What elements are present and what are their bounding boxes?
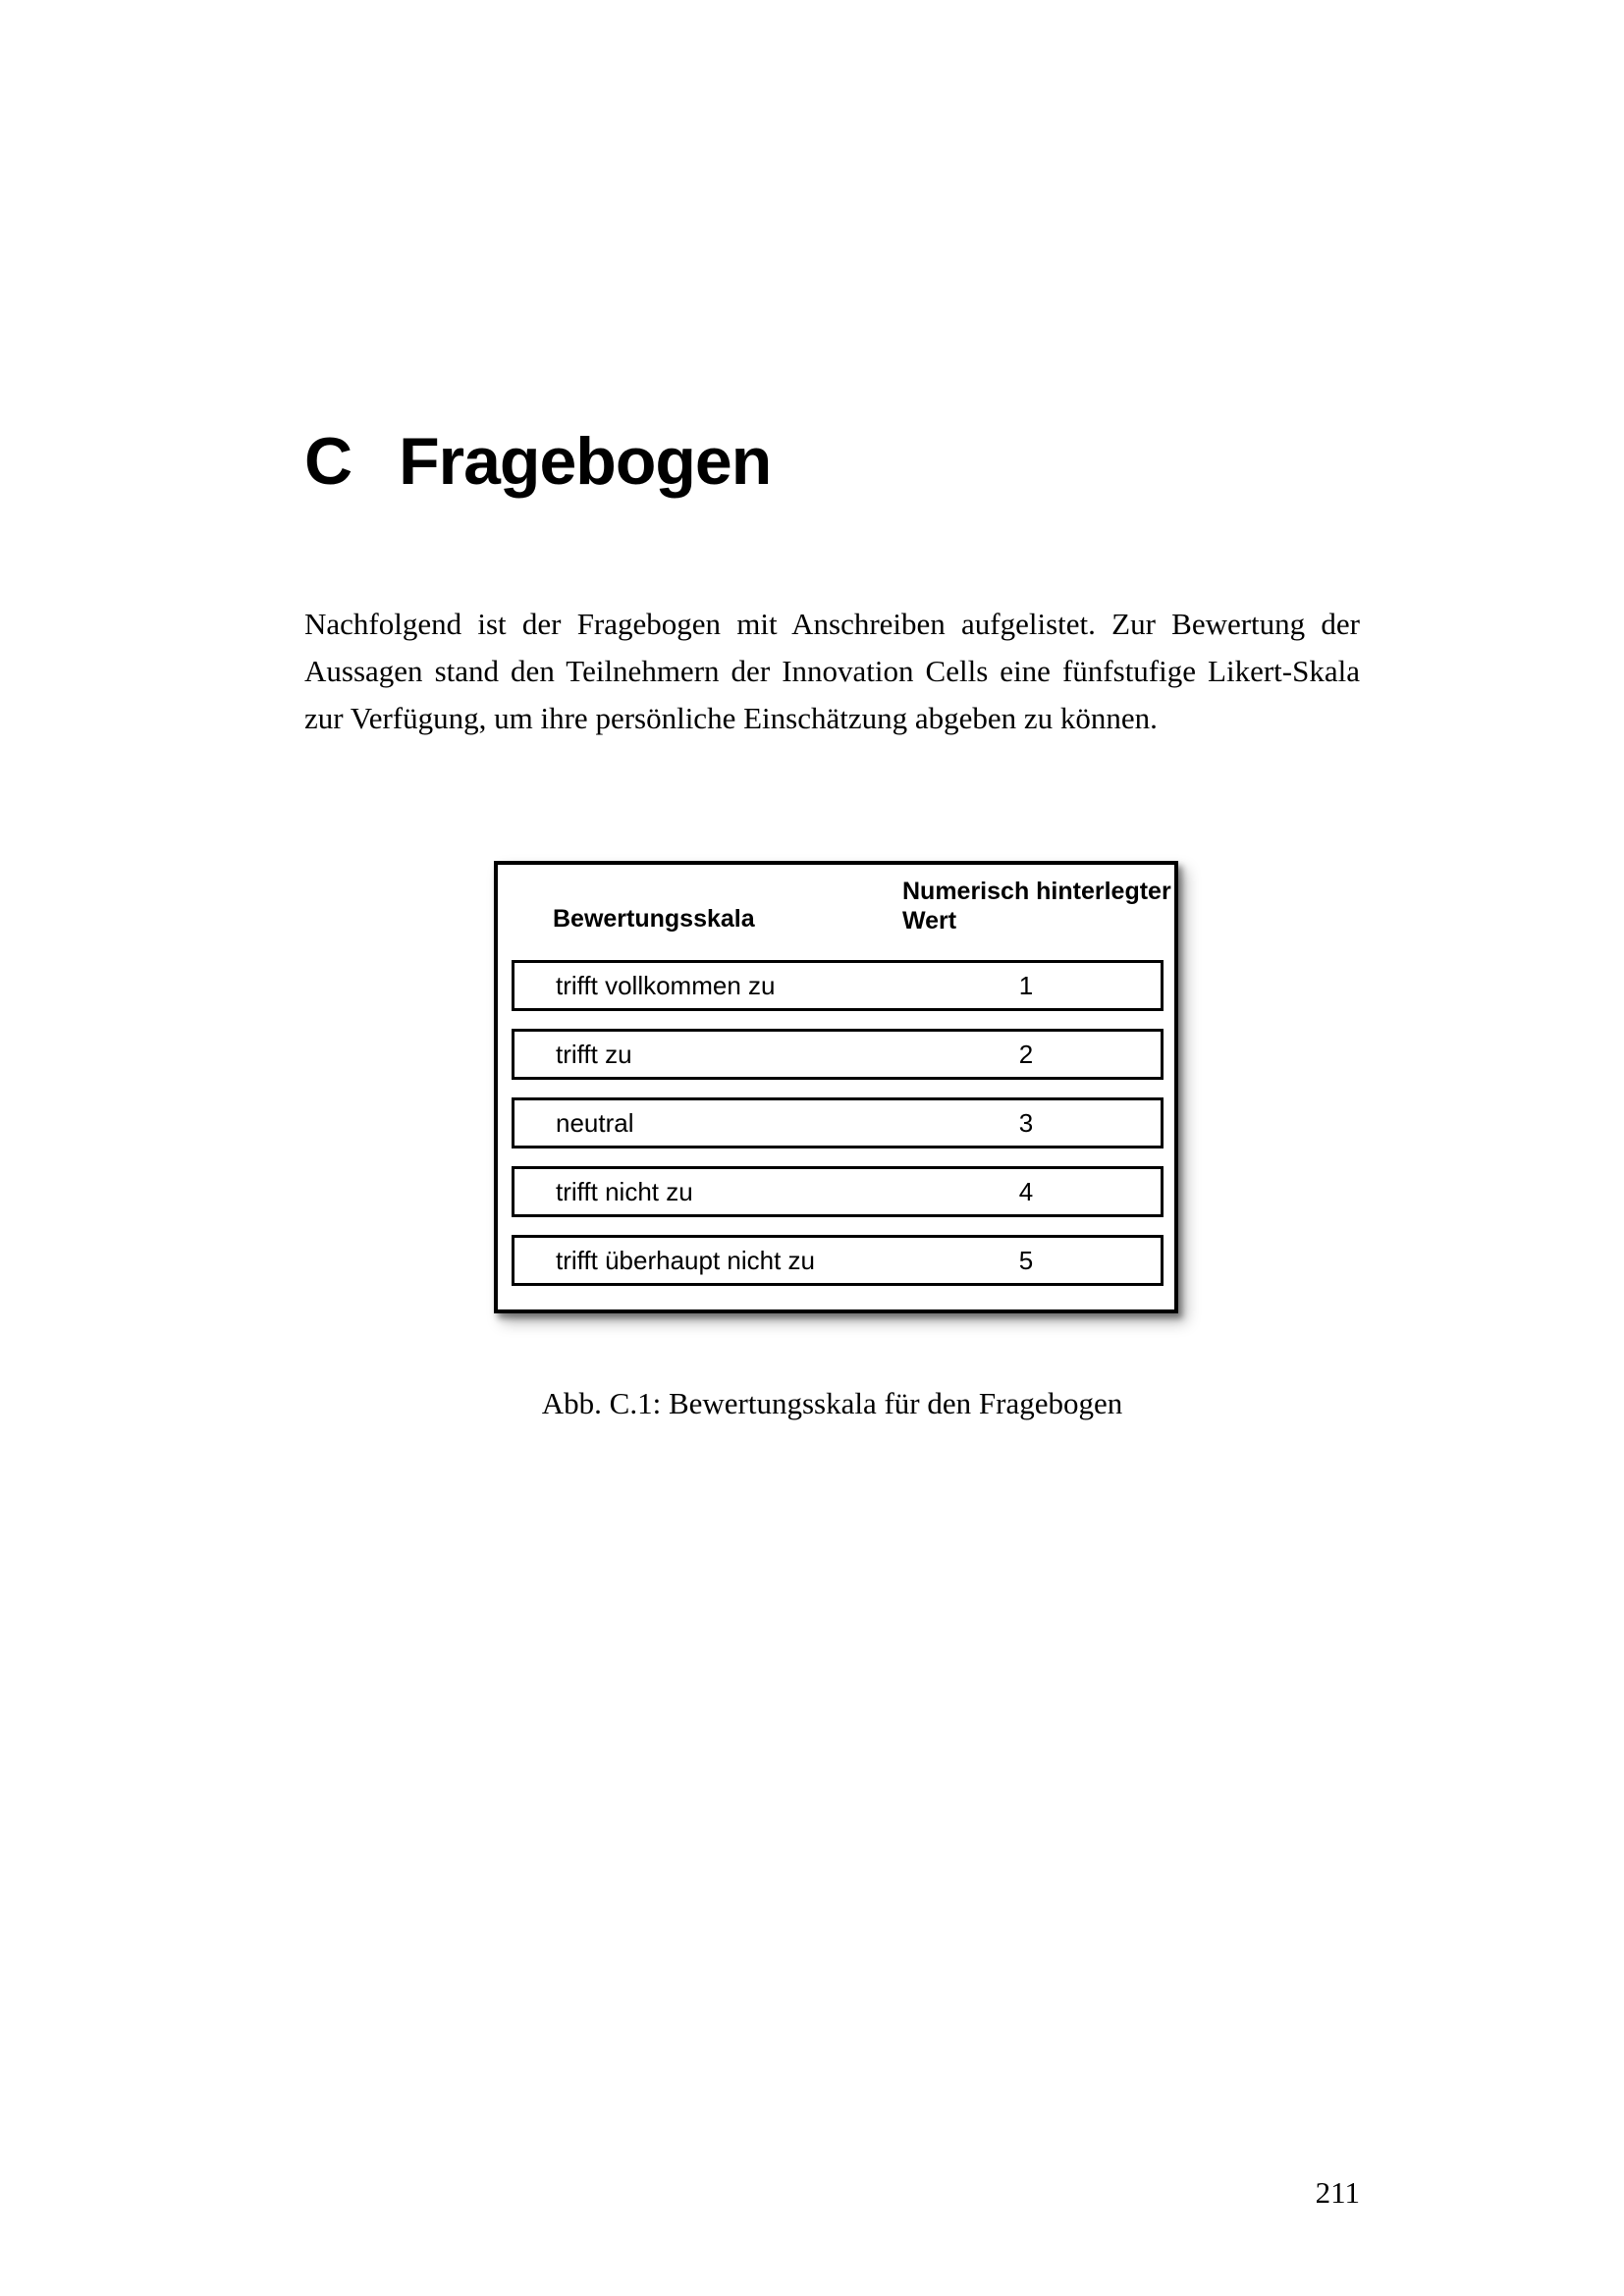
scale-row-label: trifft nicht zu bbox=[556, 1177, 693, 1206]
scale-row bbox=[512, 1029, 1164, 1080]
scale-row-label: trifft zu bbox=[556, 1040, 632, 1069]
chapter-heading bbox=[304, 424, 772, 499]
scale-row-value: 1 bbox=[1018, 970, 1034, 1000]
rating-scale-figure bbox=[494, 861, 1178, 1313]
scale-row-label: trifft vollkommen zu bbox=[556, 971, 776, 1000]
scale-row bbox=[512, 1235, 1164, 1286]
scale-row-value: 3 bbox=[1018, 1107, 1034, 1138]
scale-row-value: 5 bbox=[1018, 1245, 1034, 1275]
column-header-scale: Bewertungsskala bbox=[553, 905, 755, 933]
page-number: 211 bbox=[1315, 2175, 1360, 2210]
scale-row-value: 4 bbox=[1018, 1176, 1034, 1206]
scale-row-label: trifft überhaupt nicht zu bbox=[556, 1246, 816, 1275]
scale-row-label: neutral bbox=[556, 1108, 634, 1138]
body-paragraph: Nachfolgend ist der Fragebogen mit Anschreiben aufgelistet. Zur Bewertung der Aussagen stand den Teilnehmern der Innovation Cells eine fünfstufige Likert-Skala zur Verfügung, um ihre persönliche Einschätzung abgeben zu können. bbox=[304, 607, 1360, 735]
chapter-title: Fragebogen bbox=[399, 424, 772, 499]
scale-row bbox=[512, 1166, 1164, 1217]
figure-caption: Abb. C.1: Bewertungsskala für den Fragebogen bbox=[541, 1386, 1123, 1420]
chapter-number: C bbox=[304, 424, 352, 499]
column-header-value: Numerisch hinterlegter Wert bbox=[902, 878, 1171, 934]
scale-row bbox=[512, 1097, 1164, 1148]
scale-row bbox=[512, 960, 1164, 1011]
scale-row-value: 2 bbox=[1018, 1039, 1034, 1069]
